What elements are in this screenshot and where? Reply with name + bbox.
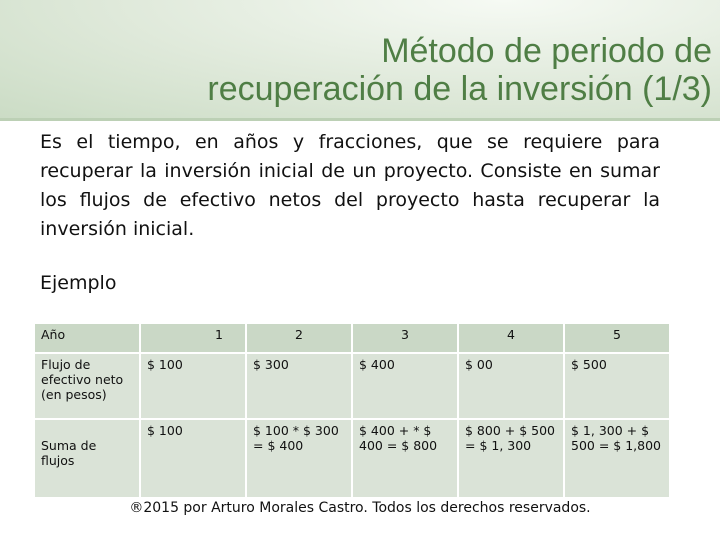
table-row — [34, 419, 670, 498]
cashflow-cell: $ 00 — [458, 353, 564, 419]
year-cell: 3 — [352, 323, 458, 353]
year-cell: 2 — [246, 323, 352, 353]
sum-cell: $ 400 + * $ 400 = $ 800 — [352, 419, 458, 498]
cashflow-label: Flujo de efectivo neto (en pesos) — [34, 353, 140, 419]
year-cell: 4 — [458, 323, 564, 353]
copyright-footer: ®2015 por Arturo Morales Castro. Todos los derechos reservados. — [129, 500, 591, 516]
cashflow-cell: $ 300 — [246, 353, 352, 419]
sum-label: Suma de flujos — [34, 419, 140, 498]
sum-cell: $ 800 + $ 500 = $ 1, 300 — [458, 419, 564, 498]
slide-title — [40, 32, 712, 108]
title-line-1: Método de periodo de — [381, 32, 712, 70]
sum-cell: $ 100 — [140, 419, 246, 498]
intro-paragraph: Es el tiempo, en años y fracciones, que se requiere para recuperar la inversión inicial de un proyecto. Consiste en sumar los flujos de efectivo netos del proyecto hasta recuperar la inversión inicial. — [40, 131, 660, 240]
cashflow-cell: $ 100 — [140, 353, 246, 419]
cashflow-cell: $ 500 — [564, 353, 670, 419]
table-row — [34, 353, 670, 419]
year-cell: 1 — [140, 323, 246, 353]
example-label: Ejemplo — [40, 272, 117, 294]
cashflow-table — [33, 322, 671, 499]
table-header-row — [34, 323, 670, 353]
cashflow-cell: $ 400 — [352, 353, 458, 419]
title-line-2: recuperación de la inversión (1/3) — [207, 70, 712, 108]
sum-cell: $ 100 * $ 300 = $ 400 — [246, 419, 352, 498]
sum-cell: $ 1, 300 + $ 500 = $ 1,800 — [564, 419, 670, 498]
year-header: Año — [34, 323, 140, 353]
header-divider — [0, 118, 720, 121]
year-cell: 5 — [564, 323, 670, 353]
